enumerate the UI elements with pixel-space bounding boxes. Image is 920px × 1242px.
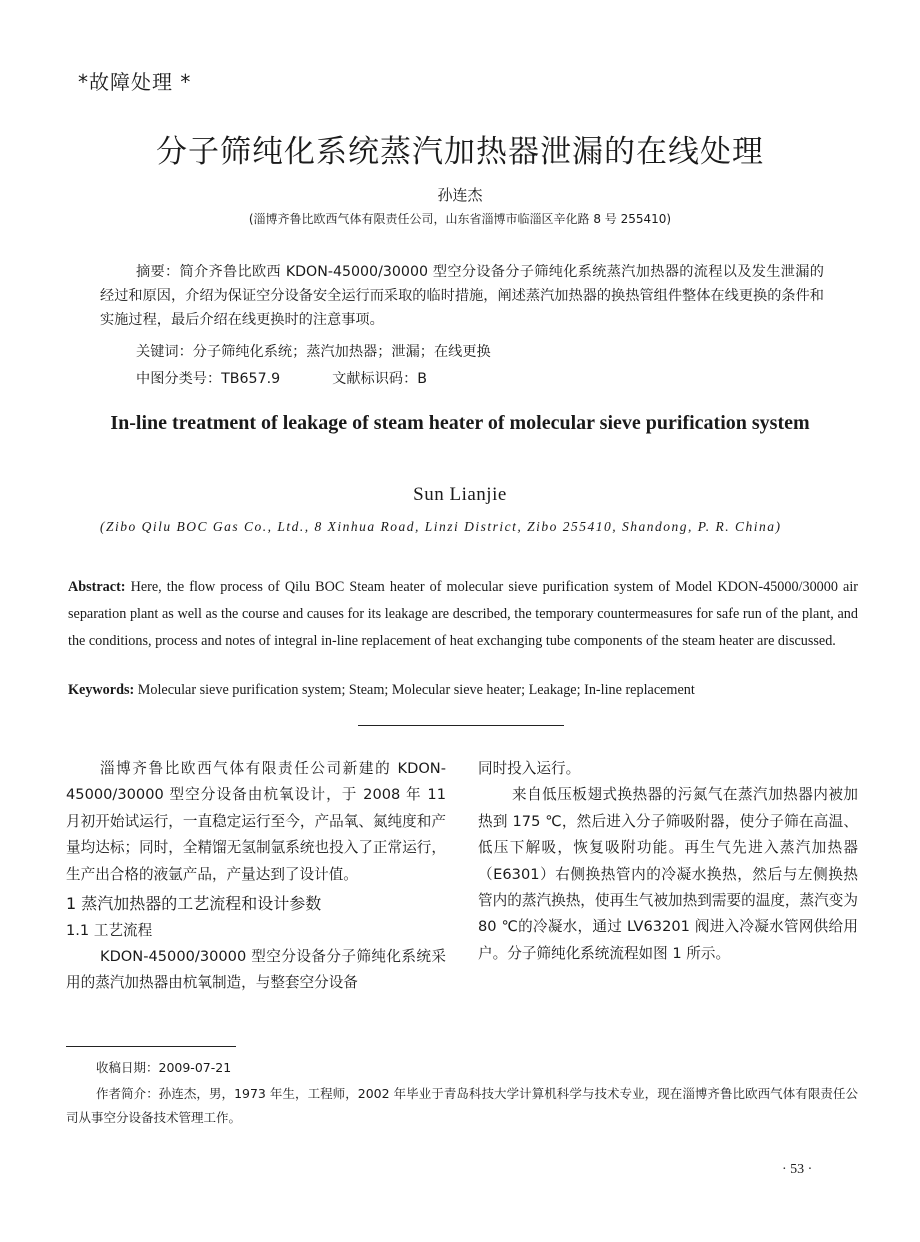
page-number: · 53 · [782, 1162, 813, 1177]
paper-title-chinese: 分子筛纯化系统蒸汽加热器泄漏的在线处理 [156, 134, 764, 170]
document-code: 文献标识码：B [332, 371, 428, 387]
author-english: Sun Lianjie [413, 484, 507, 505]
abstract-english-text: Here, the flow process of Qilu BOC Steam heater of molecular sieve purification system of Model KDON-45000/30000 air separation plant as well as the course and causes for its leakage are described, the temporary countermeasures for safe run of the plant, and the conditions, process and notes of integral in-line replacement of heat exchanging tube components of the steam heater are discussed. [68, 579, 858, 649]
separator-rule [358, 725, 564, 726]
body-column-right [478, 756, 858, 967]
section-heading-1: 1 蒸汽加热器的工艺流程和设计参数 [66, 894, 322, 914]
affiliation-chinese: (淄博齐鲁比欧西气体有限责任公司，山东省淄博市临淄区辛化路 8 号 255410) [248, 212, 672, 226]
author-chinese: 孙连杰 [437, 186, 483, 204]
abstract-chinese: 摘要：简介齐鲁比欧西 KDON-45000/30000 型空分设备分子筛纯化系统蒸汽加热器的流程以及发生泄漏的经过和原因，介绍为保证空分设备安全运行而采取的临时措施，阐述蒸汽加热器的换热管组件整体在线更换的条件和实施过程，最后介绍在线更换时的注意事项。 [100, 264, 824, 328]
affiliation-english: (Zibo Qilu BOC Gas Co., Ltd., 8 Xinhua Road, Linzi District, Zibo 255410, Shandong, P. R. China) [100, 519, 782, 534]
classification-line [136, 368, 427, 388]
footnote-received-date: 收稿日期：2009-07-21 [96, 1060, 232, 1075]
section-tag: *故障处理 * [78, 70, 192, 94]
clc-number: 中图分类号：TB657.9 [136, 371, 281, 387]
footnote-author-bio: 作者简介：孙连杰，男，1973 年生，工程师，2002 年毕业于青岛科技大学计算机科学与技术专业，现在淄博齐鲁比欧西气体有限责任公司从事空分设备技术管理工作。 [66, 1086, 858, 1125]
continued-text: 同时投入运行。 [478, 760, 581, 777]
flow-paragraph: 来自低压板翅式换热器的污氮气在蒸汽加热器内被加热到 175 ℃，然后进入分子筛吸附器，使分子筛在高温、低压下解吸，恢复吸附功能。再生气先进入蒸汽加热器（E6301）右侧换热管内的冷凝水换热，然后与左侧换热管内的蒸汽换热，使再生气被加热到需要的温度，蒸汽变为 80 ℃的冷凝水，通过 LV63201 阀进入冷凝水管网供给用户。分子筛纯化系统流程如图 1 所示。 [478, 786, 858, 962]
intro-paragraph: 淄博齐鲁比欧西气体有限责任公司新建的 KDON-45000/30000 型空分设备由杭氧设计，于 2008 年 11 月初开始试运行，一直稳定运行至今，产品氧、氮纯度和产量均达标；同时，全精馏无氢制氩系统也投入了正常运行，生产出合格的液氩产品，产量达到了设计值。 [66, 760, 446, 883]
abstract-english [68, 574, 858, 655]
keywords-chinese: 关键词：分子筛纯化系统；蒸汽加热器；泄漏；在线更换 [136, 344, 491, 360]
body-column-left [66, 756, 446, 997]
process-paragraph: KDON-45000/30000 型空分设备分子筛纯化系统采用的蒸汽加热器由杭氧制造，与整套空分设备 [66, 948, 446, 992]
keywords-label: Keywords: [68, 682, 135, 698]
paper-title-english: In-line treatment of leakage of steam heater of molecular sieve purification system [110, 412, 810, 434]
keywords-english-text: Molecular sieve purification system; Steam; Molecular sieve heater; Leakage; In-line replacement [134, 682, 695, 698]
footnote-rule [66, 1046, 236, 1047]
keywords-english [68, 682, 695, 699]
subsection-heading-1-1: 1.1 工艺流程 [66, 922, 153, 940]
abstract-label: Abstract: [68, 579, 126, 595]
